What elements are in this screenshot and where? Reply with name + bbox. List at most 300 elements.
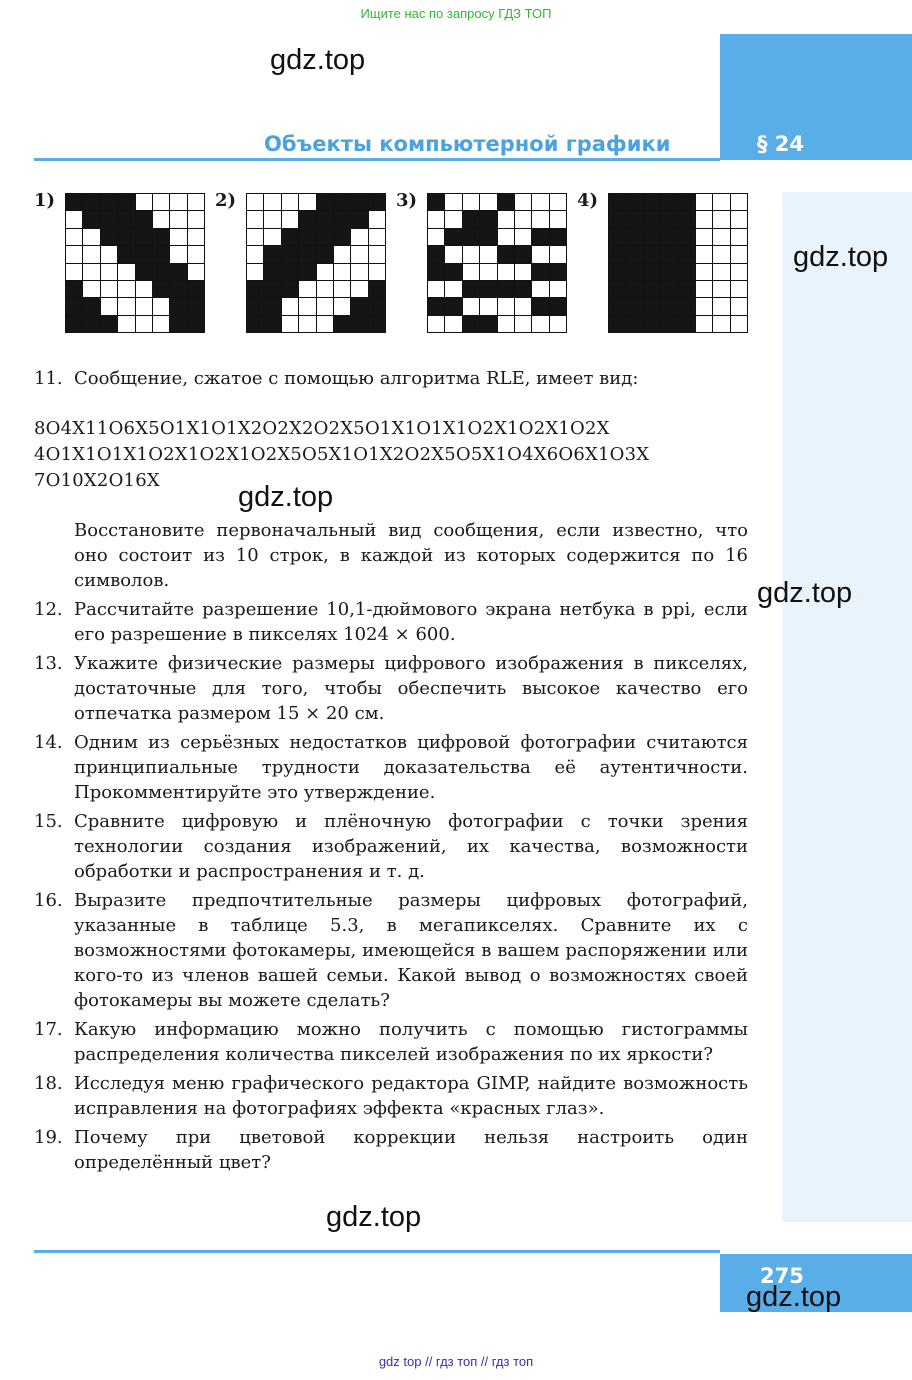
pixel-cell <box>626 194 642 210</box>
watermark: gdz.top <box>270 44 366 76</box>
pixel-cell <box>188 264 204 280</box>
pixel-cell <box>101 229 117 245</box>
pixel-cell <box>713 281 729 297</box>
pixel-cell <box>101 246 117 262</box>
pixel-cell <box>136 298 152 314</box>
task-text: Какую информацию можно получить с помощью гистограммы распределения количества пикселей изображения по их яркости? <box>74 1019 748 1065</box>
pixel-cell <box>731 246 747 262</box>
pixel-cell <box>609 281 625 297</box>
pixel-cell <box>626 229 642 245</box>
pixel-cell <box>480 264 496 280</box>
pixel-cell <box>498 281 514 297</box>
task-text: Укажите физические размеры цифрового изображения в пикселях, достаточные для того, чтобы обеспечить высокое качество его отпечатка размером 15 × 20 см. <box>74 653 748 724</box>
pixel-cell <box>445 281 461 297</box>
pixel-cell <box>532 316 548 332</box>
pixel-cell <box>609 298 625 314</box>
pixel-cell <box>480 281 496 297</box>
task-number: 13. <box>34 653 63 674</box>
pixel-cell <box>118 264 134 280</box>
pixel-cell <box>498 246 514 262</box>
pixel-cell <box>609 194 625 210</box>
pixel-cell <box>153 264 169 280</box>
pixel-cell <box>428 211 444 227</box>
pixel-cell <box>317 264 333 280</box>
pixel-cell <box>282 264 298 280</box>
pixel-cell <box>299 281 315 297</box>
pixel-cell <box>282 316 298 332</box>
task-number: 14. <box>34 732 63 753</box>
figure-label: 3) <box>396 190 418 211</box>
pixel-cell <box>480 246 496 262</box>
pixel-cell <box>679 229 695 245</box>
pixel-cell <box>317 246 333 262</box>
pixel-cell <box>188 281 204 297</box>
pixel-cell <box>428 316 444 332</box>
pixel-cell <box>153 281 169 297</box>
pixel-cell <box>679 316 695 332</box>
pixel-cell <box>609 264 625 280</box>
pixel-cell <box>369 246 385 262</box>
pixel-cell <box>334 264 350 280</box>
pixel-cell <box>626 316 642 332</box>
pixel-cell <box>264 264 280 280</box>
pixel-cell <box>369 229 385 245</box>
pixel-cell <box>445 211 461 227</box>
pixel-cell <box>369 264 385 280</box>
pixel-cell <box>445 264 461 280</box>
pixel-cell <box>83 316 99 332</box>
pixel-cell <box>428 246 444 262</box>
pixel-cell <box>644 281 660 297</box>
pixel-cell <box>532 298 548 314</box>
pixel-cell <box>282 246 298 262</box>
pixel-cell <box>532 211 548 227</box>
pixel-cell <box>153 298 169 314</box>
pixel-cell <box>480 316 496 332</box>
pixel-cell <box>463 229 479 245</box>
pixel-cell <box>101 264 117 280</box>
pixel-cell <box>153 229 169 245</box>
pixel-cell <box>713 298 729 314</box>
pixel-cell <box>696 246 712 262</box>
pixel-cell <box>696 316 712 332</box>
footer-links: gdz top // гдз топ // гдз топ <box>378 1354 534 1369</box>
pixel-cell <box>170 298 186 314</box>
pixel-cell <box>515 298 531 314</box>
pixel-cell <box>644 194 660 210</box>
pixel-cell <box>696 281 712 297</box>
pixel-cell <box>661 194 677 210</box>
pixel-cell <box>626 298 642 314</box>
pixel-cell <box>609 211 625 227</box>
pixel-cell <box>170 281 186 297</box>
pixel-cell <box>299 316 315 332</box>
pixel-cell <box>428 281 444 297</box>
pixel-cell <box>498 211 514 227</box>
task-item <box>34 730 748 805</box>
pixel-cell <box>351 316 367 332</box>
pixel-cell <box>66 298 82 314</box>
pixel-cell <box>66 229 82 245</box>
pixel-cell <box>550 316 566 332</box>
task-11-body: Восстановите первоначальный вид сообщения, если известно, что оно состоит из 10 строк, в каждой из которых содержится по 16 символов. <box>74 520 748 591</box>
pixel-cell <box>351 298 367 314</box>
pixel-cell <box>83 264 99 280</box>
task-11 <box>34 366 748 395</box>
pixel-cell <box>550 194 566 210</box>
pixel-cell <box>247 229 263 245</box>
pixel-cell <box>696 264 712 280</box>
pixel-cell <box>731 264 747 280</box>
pixel-cell <box>188 298 204 314</box>
pixel-cell <box>626 246 642 262</box>
side-band <box>782 192 912 1222</box>
pixel-cell <box>317 211 333 227</box>
pixel-cell <box>550 246 566 262</box>
pixel-cell <box>731 316 747 332</box>
pixel-cell <box>247 246 263 262</box>
pixel-cell <box>83 211 99 227</box>
footer-rule <box>34 1250 720 1253</box>
pixel-cell <box>696 229 712 245</box>
pixel-cell <box>428 194 444 210</box>
pixel-cell <box>247 316 263 332</box>
pixel-cell <box>369 211 385 227</box>
pixel-cell <box>153 246 169 262</box>
pixel-cell <box>498 316 514 332</box>
pixel-cell <box>731 211 747 227</box>
rle-line: 4O1X1O1X1O2X1O2X1O2X5O5X1O1X2O2X5O5X1O4X6O6X1O3X <box>34 444 650 465</box>
pixel-cell <box>247 298 263 314</box>
pixel-cell <box>626 211 642 227</box>
page-title: Объекты компьютерной графики <box>264 132 671 156</box>
pixel-cell <box>480 298 496 314</box>
pixel-cell <box>170 211 186 227</box>
pixel-cell <box>334 246 350 262</box>
pixel-cell <box>532 194 548 210</box>
pixel-cell <box>83 298 99 314</box>
task-item <box>34 597 748 647</box>
task-text: Сравните цифровую и плёночную фотографии с точки зрения технологии создания изображений, их качества, возможности обработки и распространения и т. д. <box>74 811 748 882</box>
pixel-cell <box>66 316 82 332</box>
pixel-cell <box>515 246 531 262</box>
pixel-cell <box>317 316 333 332</box>
pixel-cell <box>480 211 496 227</box>
task-text: Рассчитайте разрешение 10,1-дюймового экрана нетбука в ppi, если его разрешение в пикселях 1024 × 600. <box>74 599 748 645</box>
pixel-cell <box>118 194 134 210</box>
pixel-cell <box>644 211 660 227</box>
pixel-cell <box>498 264 514 280</box>
pixel-cell <box>515 316 531 332</box>
pixel-cell <box>463 211 479 227</box>
pixel-cell <box>644 264 660 280</box>
pixel-cell <box>679 298 695 314</box>
pixel-cell <box>644 316 660 332</box>
pixel-cell <box>609 246 625 262</box>
pixel-cell <box>334 281 350 297</box>
pixel-cell <box>264 229 280 245</box>
pixel-cell <box>609 229 625 245</box>
pixel-cell <box>550 229 566 245</box>
task-item <box>34 809 748 884</box>
pixel-cell <box>445 316 461 332</box>
task-number: 18. <box>34 1073 63 1094</box>
pixel-cell <box>136 211 152 227</box>
pixel-cell <box>153 211 169 227</box>
pixel-cell <box>118 246 134 262</box>
pixel-cell <box>445 194 461 210</box>
pixel-cell <box>136 246 152 262</box>
watermark: gdz.top <box>746 1281 842 1313</box>
pixel-cell <box>188 246 204 262</box>
task-number: 15. <box>34 811 63 832</box>
pixel-cell <box>188 194 204 210</box>
pixel-cell <box>731 298 747 314</box>
pixel-cell <box>550 298 566 314</box>
pixel-cell <box>661 229 677 245</box>
top-banner: Ищите нас по запросу ГДЗ ТОП <box>360 6 552 21</box>
pixel-cell <box>334 316 350 332</box>
pixel-cell <box>369 194 385 210</box>
pixel-cell <box>247 194 263 210</box>
pixel-cell <box>661 316 677 332</box>
pixel-cell <box>66 211 82 227</box>
pixel-cell <box>480 229 496 245</box>
pixel-cell <box>369 281 385 297</box>
task-item <box>34 888 748 1013</box>
pixel-cell <box>713 264 729 280</box>
pixel-cell <box>626 281 642 297</box>
watermark: gdz.top <box>238 481 334 513</box>
task-text: Почему при цветовой коррекции нельзя настроить один определённый цвет? <box>74 1127 748 1173</box>
pixel-cell <box>317 229 333 245</box>
pixel-cell <box>282 281 298 297</box>
pixel-cell <box>713 194 729 210</box>
task-text: Одним из серьёзных недостатков цифровой фотографии считаются принципиальные трудности доказательства её аутентичности. Прокомментируйте это утверждение. <box>74 732 748 803</box>
task-number: 11. <box>34 368 63 389</box>
pixel-cell <box>317 194 333 210</box>
pixel-cell <box>661 211 677 227</box>
watermark: gdz.top <box>326 1201 422 1233</box>
pixel-cell <box>317 281 333 297</box>
pixel-cell <box>101 316 117 332</box>
pixel-cell <box>428 298 444 314</box>
pixel-cell <box>282 194 298 210</box>
pixel-cell <box>731 281 747 297</box>
pixel-cell <box>713 316 729 332</box>
pixel-cell <box>83 246 99 262</box>
pixel-cell <box>101 281 117 297</box>
pixel-cell <box>515 211 531 227</box>
pixel-cell <box>351 229 367 245</box>
pixel-cell <box>170 316 186 332</box>
pixel-cell <box>532 264 548 280</box>
pixel-cell <box>299 298 315 314</box>
rle-code <box>34 416 754 494</box>
pixel-cell <box>515 194 531 210</box>
pixel-cell <box>153 194 169 210</box>
pixel-grid-2 <box>246 193 386 333</box>
pixel-cell <box>83 229 99 245</box>
pixel-cell <box>299 194 315 210</box>
pixel-cell <box>532 281 548 297</box>
header-rule <box>34 158 720 161</box>
pixel-cell <box>428 264 444 280</box>
pixel-cell <box>696 211 712 227</box>
pixel-cell <box>351 211 367 227</box>
pixel-cell <box>118 316 134 332</box>
pixel-cell <box>188 211 204 227</box>
figure-label: 2) <box>215 190 237 211</box>
pixel-cell <box>644 229 660 245</box>
pixel-cell <box>498 298 514 314</box>
task-list <box>34 518 748 1179</box>
task-number: 17. <box>34 1019 63 1040</box>
pixel-cell <box>532 246 548 262</box>
pixel-cell <box>282 211 298 227</box>
pixel-cell <box>247 264 263 280</box>
pixel-cell <box>445 298 461 314</box>
pixel-cell <box>170 264 186 280</box>
pixel-cell <box>264 194 280 210</box>
pixel-cell <box>679 211 695 227</box>
pixel-cell <box>679 194 695 210</box>
pixel-cell <box>351 264 367 280</box>
pixel-cell <box>463 316 479 332</box>
pixel-cell <box>679 281 695 297</box>
pixel-cell <box>282 229 298 245</box>
figure-label: 4) <box>577 190 599 211</box>
pixel-cell <box>696 298 712 314</box>
task-item <box>34 651 748 726</box>
pixel-cell <box>731 229 747 245</box>
pixel-cell <box>644 298 660 314</box>
pixel-cell <box>644 246 660 262</box>
pixel-cell <box>550 211 566 227</box>
pixel-cell <box>498 229 514 245</box>
page-number: 275 <box>760 1264 804 1288</box>
pixel-cell <box>317 298 333 314</box>
watermark: gdz.top <box>757 577 853 609</box>
pixel-cell <box>713 211 729 227</box>
pixel-cell <box>334 298 350 314</box>
pixel-cell <box>550 281 566 297</box>
pixel-cell <box>428 229 444 245</box>
pixel-cell <box>264 281 280 297</box>
pixel-cell <box>136 229 152 245</box>
pixel-cell <box>264 211 280 227</box>
pixel-cell <box>696 194 712 210</box>
pixel-grid-4 <box>608 193 748 333</box>
pixel-cell <box>170 194 186 210</box>
pixel-cell <box>445 229 461 245</box>
pixel-cell <box>334 194 350 210</box>
pixel-cell <box>153 316 169 332</box>
rle-line: 7O10X2O16X <box>34 470 160 491</box>
pixel-grid-3 <box>427 193 567 333</box>
pixel-cell <box>351 194 367 210</box>
pixel-cell <box>334 229 350 245</box>
pixel-cell <box>136 264 152 280</box>
pixel-cell <box>661 264 677 280</box>
pixel-cell <box>550 264 566 280</box>
pixel-cell <box>299 246 315 262</box>
pixel-cell <box>101 194 117 210</box>
pixel-cell <box>661 246 677 262</box>
pixel-cell <box>369 298 385 314</box>
pixel-cell <box>282 298 298 314</box>
pixel-cell <box>247 281 263 297</box>
task-text: Исследуя меню графического редактора GIMP, найдите возможность исправления на фотографиях эффекта «красных глаз». <box>74 1073 748 1119</box>
pixel-cell <box>626 264 642 280</box>
pixel-cell <box>101 211 117 227</box>
pixel-cell <box>480 194 496 210</box>
pixel-cell <box>264 246 280 262</box>
section-number: § 24 <box>757 132 805 156</box>
pixel-cell <box>661 298 677 314</box>
pixel-cell <box>445 246 461 262</box>
pixel-cell <box>463 264 479 280</box>
pixel-cell <box>118 211 134 227</box>
pixel-cell <box>83 281 99 297</box>
pixel-cell <box>661 281 677 297</box>
pixel-cell <box>136 316 152 332</box>
pixel-cell <box>188 316 204 332</box>
figure-label: 1) <box>34 190 56 211</box>
pixel-cell <box>609 316 625 332</box>
pixel-cell <box>136 194 152 210</box>
pixel-cell <box>118 281 134 297</box>
pixel-cell <box>66 281 82 297</box>
task-text: Выразите предпочтительные размеры цифровых фотографий, указанные в таблице 5.3, в мегапикселях. Сравните их с возможностями фотокамеры, имеющейся в вашем распоряжении или кого-то из членов вашей семьи. Какой вывод о возможностях своей фотокамеры вы можете сделать? <box>74 890 748 1011</box>
pixel-cell <box>369 316 385 332</box>
pixel-cell <box>463 246 479 262</box>
task-item <box>34 1017 748 1067</box>
pixel-cell <box>713 246 729 262</box>
task-text: Сообщение, сжатое с помощью алгоритма RLE, имеет вид: <box>74 368 639 389</box>
pixel-cell <box>83 194 99 210</box>
pixel-cell <box>299 264 315 280</box>
header-blue-block <box>720 34 912 160</box>
pixel-cell <box>515 264 531 280</box>
pixel-cell <box>334 211 350 227</box>
watermark: gdz.top <box>793 241 889 273</box>
pixel-cell <box>351 246 367 262</box>
pixel-cell <box>118 229 134 245</box>
pixel-cell <box>498 194 514 210</box>
pixel-cell <box>170 229 186 245</box>
pixel-cell <box>299 211 315 227</box>
pixel-cell <box>679 246 695 262</box>
pixel-cell <box>66 194 82 210</box>
pixel-cell <box>188 229 204 245</box>
pixel-cell <box>118 298 134 314</box>
task-item <box>34 1125 748 1175</box>
pixel-cell <box>136 281 152 297</box>
pixel-cell <box>247 211 263 227</box>
pixel-cell <box>532 229 548 245</box>
pixel-cell <box>463 281 479 297</box>
pixel-cell <box>463 298 479 314</box>
pixel-cell <box>66 246 82 262</box>
pixel-cell <box>515 281 531 297</box>
pixel-cell <box>351 281 367 297</box>
rle-line: 8O4X11O6X5O1X1O1X2O2X2O2X5O1X1O1X1O2X1O2X1O2X <box>34 418 610 439</box>
task-item <box>34 1071 748 1121</box>
pixel-grid-1 <box>65 193 205 333</box>
pixel-cell <box>170 246 186 262</box>
pixel-cell <box>264 316 280 332</box>
